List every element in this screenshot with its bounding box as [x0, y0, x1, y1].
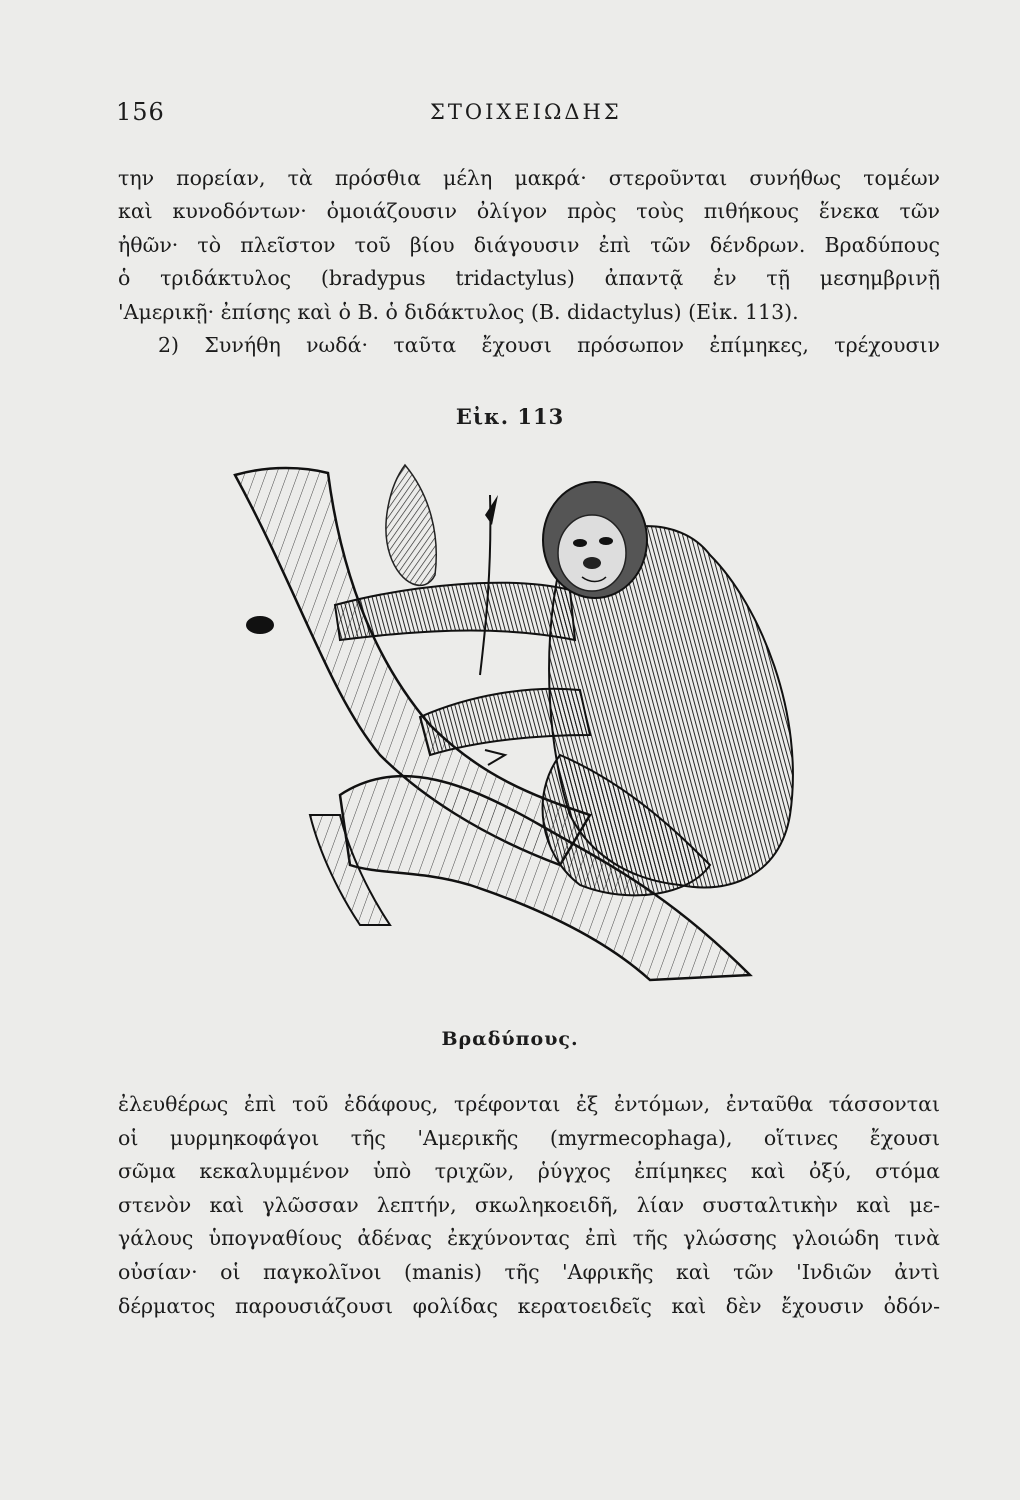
running-title: ΣΤΟΙΧΕΙΩΔΗΣ [430, 100, 622, 124]
text-line: 2) Συνήθη νωδά· ταῦτα ἔχουσι πρόσωπον ἐπίμηκες, τρέχουσιν [158, 332, 940, 357]
text-line: δέρματος παρουσιάζουσι φολίδας κερατοειδεῖς καὶ δὲν ἔχουσιν ὀδόν- [118, 1293, 940, 1318]
text-line: την πορείαν, τὰ πρόσθια μέλη μακρά· στεροῦνται συνήθως τομέων [118, 166, 940, 190]
page-number: 156 [116, 98, 165, 126]
text-line: ὁ τριδάκτυλος (bradypus tridactylus) ἀπαντᾷ ἐν τῇ μεσημβρινῇ [118, 266, 940, 291]
figure-label: Εἰκ. 113 [455, 404, 565, 429]
paragraph-top [118, 162, 940, 362]
paragraph-bottom [118, 1088, 940, 1323]
text-line: καὶ κυνοδόντων· ὁμοιάζουσιν ὀλίγον πρὸς τοὺς πιθήκους ἕνεκα τῶν [118, 199, 940, 224]
text-line: στενὸν καὶ γλῶσσαν λεπτήν, σκωληκοειδῆ, λίαν συσταλτικὴν καὶ με- [118, 1192, 940, 1217]
figure-caption: Βραδύπους. [441, 1028, 579, 1050]
sloth-illustration [230, 455, 830, 1020]
text-line: ἠθῶν· τὸ πλεῖστον τοῦ βίου διάγουσιν ἐπὶ τῶν δένδρων. Βραδύπους [118, 232, 940, 257]
text-line: ἐλευθέρως ἐπὶ τοῦ ἐδάφους, τρέφονται ἐξ ἐντόμων, ἐνταῦθα τάσσονται [118, 1092, 940, 1116]
text-line: 'Αμερικῇ· ἐπίσης καὶ ὁ Β. ὁ διδάκτυλος (B. didactylus) (Εἰκ. 113). [118, 299, 799, 324]
text-line: σῶμα κεκαλυμμένον ὑπὸ τριχῶν, ῥύγχος ἐπίμηκες καὶ ὀξύ, στόμα [118, 1159, 940, 1184]
text-line: γάλους ὑπογναθίους ἀδένας ἐκχύνοντας ἐπὶ τῆς γλώσσης γλοιώδη τινὰ [118, 1226, 940, 1251]
text-line: οὐσίαν· οἱ παγκολῖνοι (manis) τῆς 'Αφρικῆς καὶ τῶν 'Ινδιῶν ἀντὶ [118, 1259, 940, 1284]
text-line: οἱ μυρμηκοφάγοι τῆς 'Αμερικῆς (myrmecophaga), οἵτινες ἔχουσι [118, 1125, 940, 1150]
